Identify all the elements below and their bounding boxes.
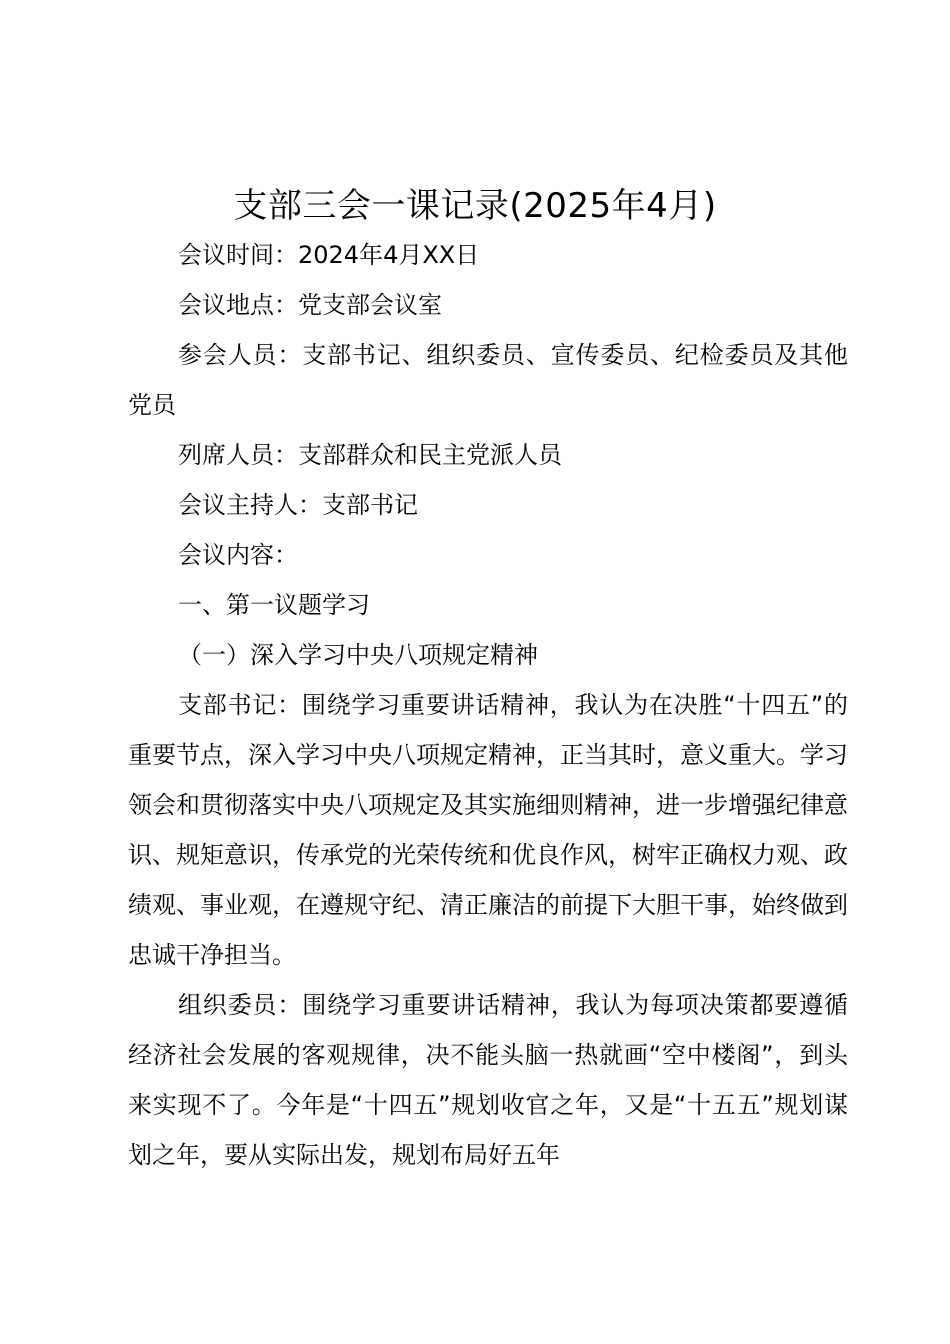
observers: 列席人员：支部群众和民主党派人员 xyxy=(178,441,562,469)
attendees: 参会人员：支部书记、组织委员、宣传委员、纪检委员及其他党员 xyxy=(128,341,848,419)
section-heading: 一、第一议题学习 xyxy=(178,591,370,619)
meeting-location: 会议地点：党支部会议室 xyxy=(178,291,442,319)
document-body xyxy=(128,230,848,1180)
meeting-time: 会议时间：2024年4月XX日 xyxy=(178,241,480,269)
organization-committee-remarks: 组织委员：围绕学习重要讲话精神，我认为每项决策都要遵循经济社会发展的客观规律，决不能头脑一热就画“空中楼阁”，到头来实现不了。今年是“十四五”规划收官之年，又是“十五五”规划谋划之年，要从实际出发，规划布局好五年 xyxy=(128,991,848,1169)
secretary-remarks: 支部书记：围绕学习重要讲话精神，我认为在决胜“十四五”的重要节点，深入学习中央八项规定精神，正当其时，意义重大。学习领会和贯彻落实中央八项规定及其实施细则精神，进一步增强纪律意识、规矩意识，传承党的光荣传统和优良作风，树牢正确权力观、政绩观、事业观，在遵规守纪、清正廉洁的前提下大胆干事，始终做到忠诚干净担当。 xyxy=(128,691,848,969)
subsection-heading: （一）深入学习中央八项规定精神 xyxy=(178,641,538,669)
meeting-host: 会议主持人：支部书记 xyxy=(178,491,418,519)
meeting-content-label: 会议内容： xyxy=(178,541,298,569)
document-title: 支部三会一课记录(2025年4月) xyxy=(233,186,717,226)
